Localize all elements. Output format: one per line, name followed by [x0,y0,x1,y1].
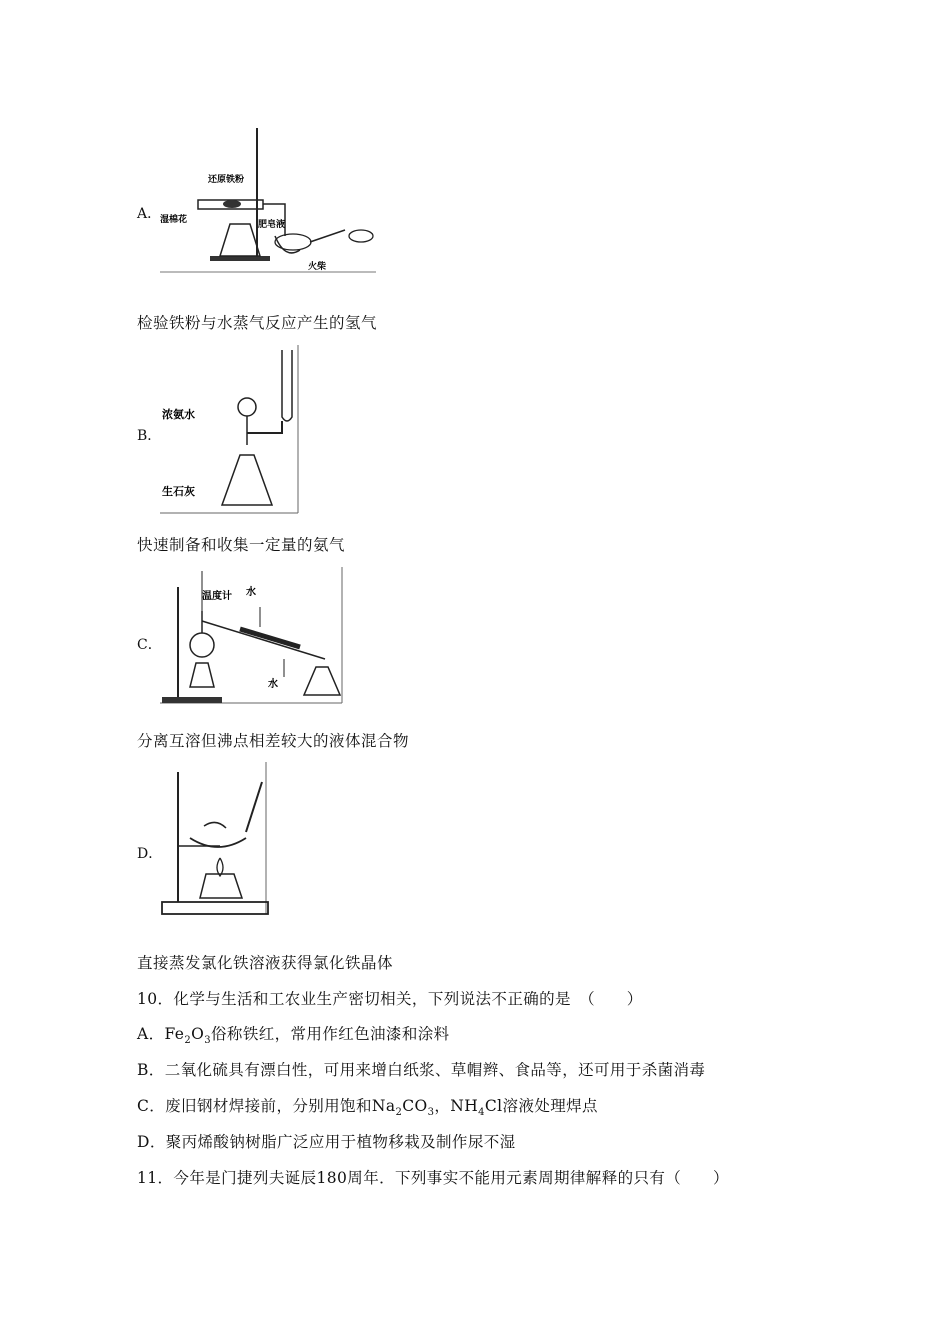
label-water-in: 水 [246,587,256,598]
option-d-letter: D． [137,846,163,862]
label-water-out: 水 [268,679,278,690]
option-b-caption: 快速制备和收集一定量的氨气 [137,536,346,554]
label-quicklime: 生石灰 [162,485,195,498]
apparatus-c-figure [160,567,344,705]
label-conc-ammonia: 浓氨水 [162,408,195,421]
label-reduced-iron-powder: 还原铁粉 [208,175,245,185]
apparatus-b-figure [160,345,300,515]
label-wet-cotton: 湿棉花 [160,215,188,225]
option-c-letter: C． [137,637,162,653]
option-b-letter: B． [137,428,162,444]
label-soap-solution: 肥皂液 [258,220,286,230]
apparatus-a-figure [160,124,378,276]
question-10-option-d: D．聚丙烯酸钠树脂广泛应用于植物移栽及制作尿不湿 [137,1133,516,1151]
question-10-option-b: B．二氧化硫具有漂白性，可用来增白纸浆、草帽辫、食品等，还可用于杀菌消毒 [137,1061,706,1079]
apparatus-d-figure [160,762,272,918]
option-a-letter: A． [137,206,162,222]
label-match: 火柴 [308,262,327,272]
option-c-caption: 分离互溶但沸点相差较大的液体混合物 [137,732,410,750]
option-a-caption: 检验铁粉与水蒸气反应产生的氢气 [137,314,378,332]
option-d-caption: 直接蒸发氯化铁溶液获得氯化铁晶体 [137,954,394,972]
question-10-stem: 10．化学与生活和工农业生产密切相关，下列说法不正确的是 （ ） [137,990,643,1008]
question-11-stem: 11．今年是门捷列夫诞辰180周年．下列事实不能用元素周期律解释的只有（ ） [137,1169,729,1187]
question-10-option-a: A．$Fe_2O_3$俗称铁红，常用作红色油漆和涂料 [137,1025,450,1047]
question-10-option-c: C．废旧钢材焊接前，分别用饱和$Na_2CO_3$，$NH_4Cl$溶液处理焊点 [137,1097,598,1119]
label-thermometer: 温度计 [202,591,232,602]
